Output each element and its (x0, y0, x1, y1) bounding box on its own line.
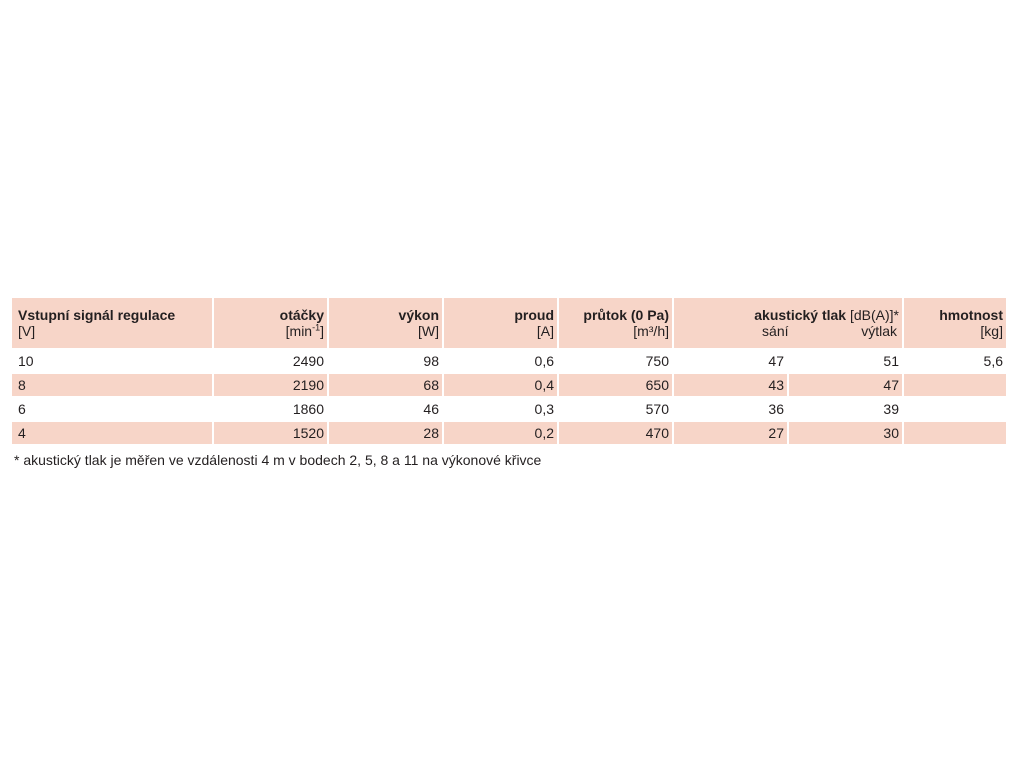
cell-suction: 27 (674, 422, 787, 444)
cell-power: 68 (329, 374, 442, 396)
cell-current: 0,3 (534, 401, 554, 417)
cell-suction: 43 (674, 374, 787, 396)
header-power (329, 298, 442, 348)
header-flow-unit: [m³/h] (633, 323, 669, 339)
header-speed (214, 298, 327, 348)
cell-signal: 8 (12, 374, 212, 396)
cell-suction: 36 (768, 401, 784, 417)
header-signal-unit: [V] (18, 323, 36, 339)
header-sound-title-line (680, 307, 899, 323)
cell-weight (904, 422, 1006, 444)
cell-speed: 2190 (214, 374, 327, 396)
header-sound-discharge: výtlak (861, 323, 897, 339)
header-flow (559, 298, 672, 348)
fan-spec-sheet (12, 298, 1008, 468)
header-weight-unit: [kg] (980, 323, 1003, 339)
cell-power: 28 (329, 422, 442, 444)
header-weight-title: hmotnost (939, 307, 1003, 323)
header-weight (904, 298, 1006, 348)
cell-discharge: 30 (789, 422, 902, 444)
cell-suction: 47 (768, 353, 784, 369)
cell-weight: 5,6 (983, 353, 1003, 369)
cell-flow: 750 (645, 353, 669, 369)
header-speed-title: otáčky (279, 307, 324, 323)
header-flow-title: průtok (0 Pa) (583, 307, 669, 323)
cell-weight (904, 374, 1006, 396)
cell-power: 46 (423, 401, 439, 417)
header-speed-unit: $[\min^{-1}]$ (285, 322, 324, 339)
cell-signal: 6 (18, 401, 26, 417)
header-sound-pressure (674, 298, 902, 348)
header-signal (12, 298, 212, 348)
cell-speed: 1520 (214, 422, 327, 444)
cell-flow: 470 (559, 422, 672, 444)
cell-discharge: 39 (883, 401, 899, 417)
cell-current: 0,2 (444, 422, 557, 444)
header-current (444, 298, 557, 348)
cell-signal: 4 (12, 422, 212, 444)
footnote: * akustický tlak je měřen ve vzdálenosti 4 m v bodech 2, 5, 8 a 11 na výkonové křivce (14, 452, 542, 468)
cell-flow: 570 (645, 401, 669, 417)
cell-power: 98 (423, 353, 439, 369)
spec-table (12, 298, 1008, 444)
header-current-title: proud (514, 307, 554, 323)
header-sound-title: akustický tlak (754, 307, 847, 323)
cell-current: 0,4 (444, 374, 557, 396)
header-current-unit: [A] (536, 323, 554, 339)
header-sound-subheaders (680, 323, 899, 339)
cell-weight (904, 398, 1006, 420)
header-power-unit: [W] (418, 323, 439, 339)
cell-flow: 650 (559, 374, 672, 396)
cell-speed: 2490 (292, 353, 324, 369)
cell-discharge: 47 (789, 374, 902, 396)
header-signal-title: Vstupní signál regulace (18, 307, 176, 323)
header-sound-suction: sání (762, 323, 789, 339)
cell-discharge: 51 (883, 353, 899, 369)
header-sound-unit: [dB(A)]* (849, 307, 899, 323)
cell-speed: 1860 (292, 401, 324, 417)
header-power-title: výkon (398, 307, 439, 323)
cell-current: 0,6 (534, 353, 554, 369)
cell-signal: 10 (18, 353, 34, 369)
